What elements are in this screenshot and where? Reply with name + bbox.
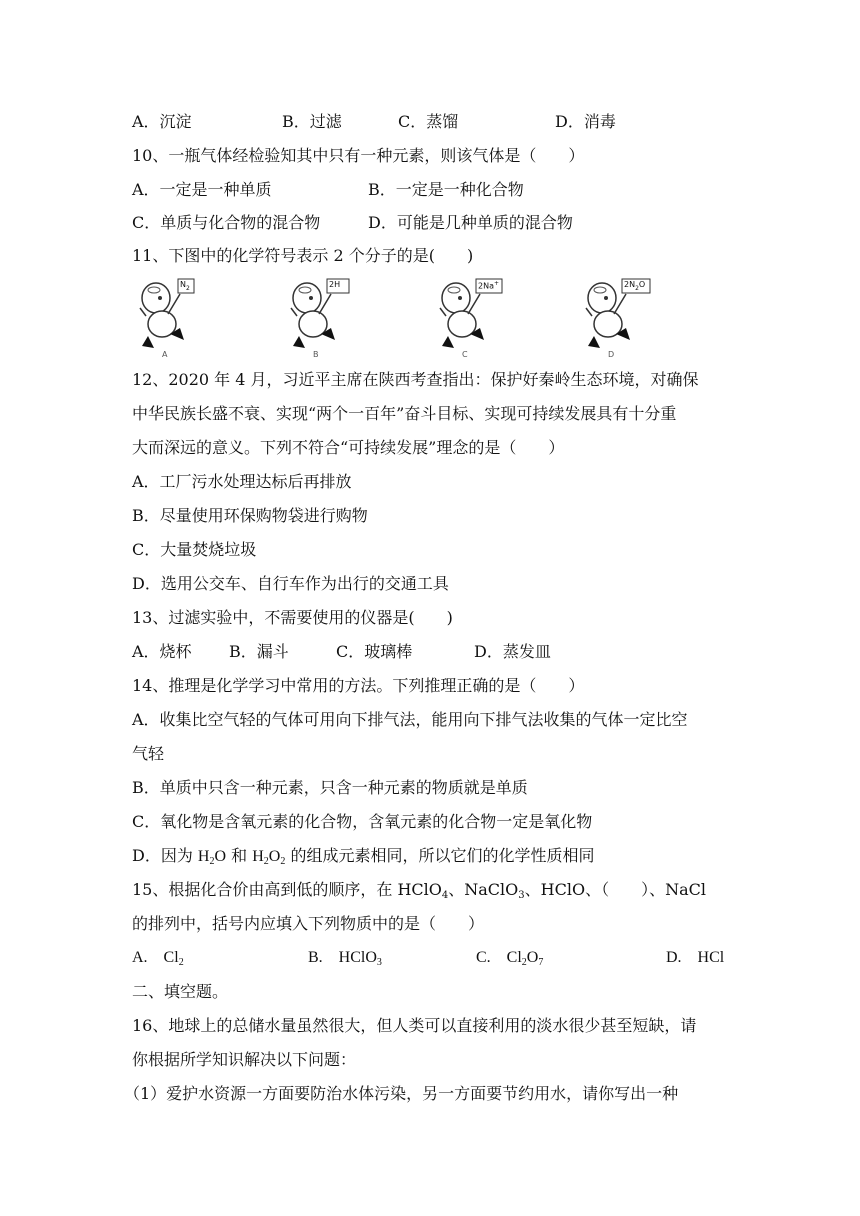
q11-figure-d-letter: D <box>608 350 615 359</box>
q12-option-a: A．工厂污水处理达标后再排放 <box>132 472 352 491</box>
q10-option-c: C．单质与化合物的混合物 <box>132 213 321 232</box>
q14-stem: 14、推理是化学学习中常用的方法。下列推理正确的是（ ） <box>132 676 585 695</box>
q11-figure-d <box>578 276 664 362</box>
q11-figure-c <box>432 276 518 362</box>
q9-option-a: A．沉淀 <box>132 112 192 131</box>
q11-figure-b <box>283 276 369 362</box>
q10-option-d: D．可能是几种单质的混合物 <box>368 213 573 232</box>
q11-figure-a-letter: A <box>162 350 168 359</box>
q14-option-d: D．因为 $H_2O$ 和 $H_2O_2$ 的组成元素相同，所以它们的化学性质相同 <box>132 846 595 867</box>
q10-option-b: B．一定是一种化合物 <box>368 180 524 199</box>
q14-option-a-line1: A．收集比空气轻的气体可用向下排气法，能用向下排气法收集的气体一定比空 <box>132 710 688 729</box>
q9-option-b: B．过滤 <box>282 112 342 131</box>
q11-figure-c-letter: C <box>462 350 468 359</box>
q15-stem-line1: 15、根据化合价由高到低的顺序，在 HClO$_4$、NaClO$_3$、HClO、（ ）、NaCl <box>132 880 707 901</box>
q12-option-c: C．大量焚烧垃圾 <box>132 540 257 559</box>
q13-stem: 13、过滤实验中，不需要使用的仪器是( ) <box>132 608 453 627</box>
q12-option-d: D．选用公交车、自行车作为出行的交通工具 <box>132 574 449 593</box>
section-title-fill-in: 二、填空题。 <box>132 982 229 1001</box>
q11-figure-c-label: 2Na+ <box>478 280 500 291</box>
q11-figure-d-label: $2N_2O$ <box>624 280 646 292</box>
q11-stem: 11、下图中的化学符号表示 2 个分子的是( ) <box>132 246 474 265</box>
q16-part1: （1）爱护水资源一方面要防治水体污染，另一方面要节约用水，请你写出一种 <box>124 1084 679 1103</box>
q14-option-c: C．氧化物是含氧元素的化合物，含氧元素的化合物一定是氧化物 <box>132 812 593 831</box>
q15-stem-line2: 的排列中，括号内应填入下列物质中的是（ ） <box>132 914 485 933</box>
q15-option-c: C. $Cl_2O_7$ <box>476 949 544 968</box>
q15-option-d: D. HCl <box>666 949 725 966</box>
q16-stem-line1: 16、地球上的总储水量虽然很大，但人类可以直接利用的淡水很少甚至短缺，请 <box>132 1016 697 1035</box>
q11-figure-a <box>132 276 218 362</box>
q12-stem-line1: 12、2020 年 4 月，习近平主席在陕西考查指出：保护好秦岭生态环境，对确保 <box>132 370 699 389</box>
q14-option-b: B．单质中只含一种元素，只含一种元素的物质就是单质 <box>132 778 528 797</box>
q11-figure-b-letter: B <box>313 350 319 359</box>
q15-option-b: B. HClO$_3$ <box>308 949 382 968</box>
q12-option-b: B．尽量使用环保购物袋进行购物 <box>132 506 368 525</box>
formula-h2o: $H_2O$ <box>197 848 227 867</box>
q11-figure-b-label: 2H <box>329 280 341 289</box>
q12-stem-line3: 大而深远的意义。下列不符合“可持续发展”理念的是（ ） <box>132 438 565 457</box>
q9-option-d: D．消毒 <box>555 112 616 131</box>
q13-option-a: A．烧杯 <box>132 642 192 661</box>
q13-option-d: D．蒸发皿 <box>474 642 551 661</box>
q13-option-c: C．玻璃棒 <box>336 642 413 661</box>
q9-option-c: C．蒸馏 <box>398 112 459 131</box>
q14-option-a-line2: 气轻 <box>132 744 165 763</box>
q10-stem: 10、一瓶气体经检验知其中只有一种元素，则该气体是（ ） <box>132 146 585 165</box>
q13-option-b: B．漏斗 <box>229 642 289 661</box>
q12-stem-line2: 中华民族长盛不衰、实现“两个一百年”奋斗目标、实现可持续发展具有十分重 <box>132 404 677 423</box>
q15-option-a: A. $Cl_2$ <box>132 949 184 968</box>
q11-figure-a-label: $N_2$ <box>180 280 190 292</box>
q16-stem-line2: 你根据所学知识解决以下问题： <box>132 1050 357 1069</box>
formula-h2o2: $H_2O_2$ <box>252 848 286 867</box>
q10-option-a: A．一定是一种单质 <box>132 180 272 199</box>
